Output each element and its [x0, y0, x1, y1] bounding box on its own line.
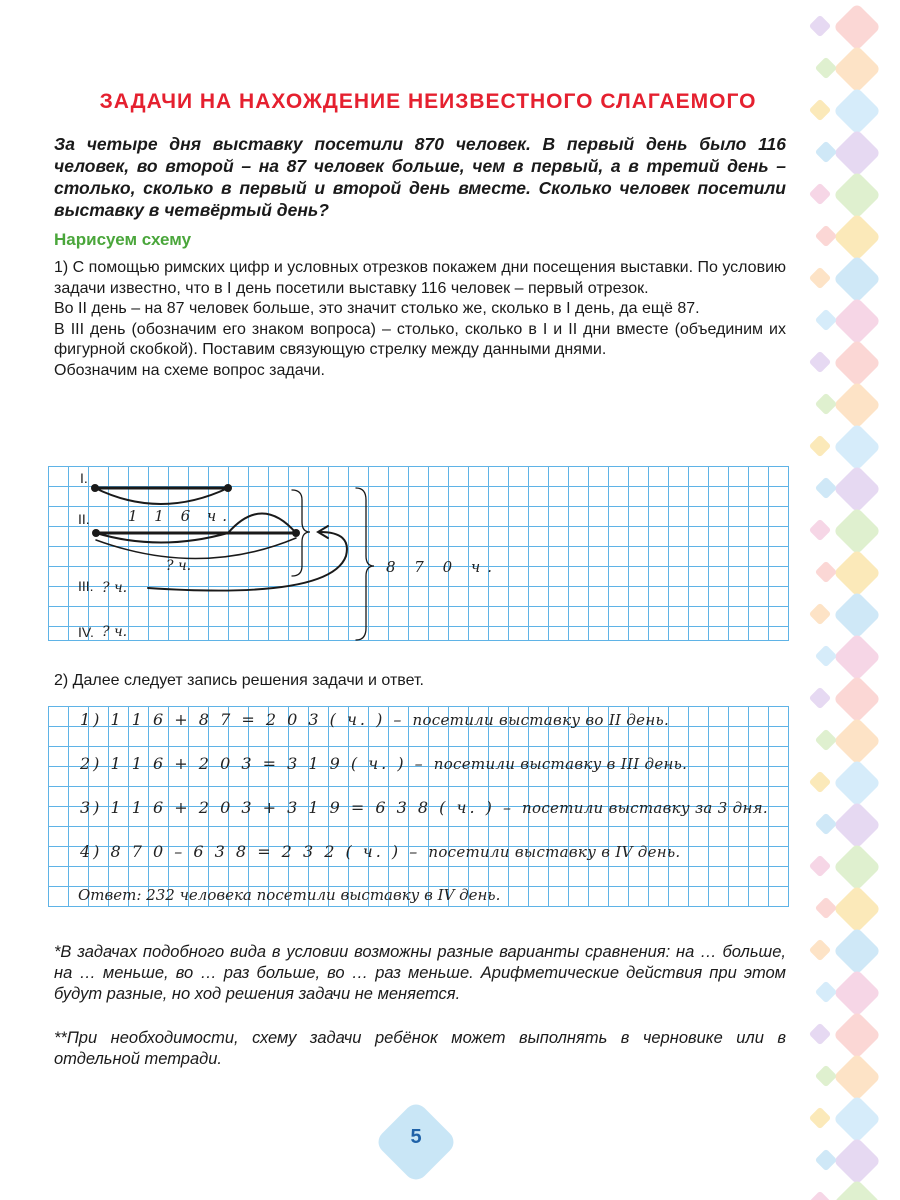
solution-text: посетили выставку во II день.	[412, 711, 670, 729]
day2-underline-arc	[96, 538, 296, 559]
day2-end-point	[292, 529, 300, 537]
solution-text: посетили выставку в IV день.	[428, 843, 681, 861]
day2-extra-value: ? ч.	[166, 558, 192, 574]
solution-expression: 4) 8 7 0 – 6 3 8 = 2 3 2 ( ч. ) –	[80, 842, 421, 861]
explanation-paragraph: 1) С помощью римских цифр и условных отрезков покажем дни посещения выставки. По условию задачи известно, что в I день посетили выставку 116 человек – первый отрезок.	[54, 259, 787, 297]
page-title: ЗАДАЧИ НА НАХОЖДЕНИЕ НЕИЗВЕСТНОГО СЛАГАЕМОГО	[99, 90, 757, 113]
day2-arc-87	[228, 514, 296, 534]
step2-text: 2) Далее следует запись решения задачи и ответ.	[54, 672, 424, 689]
day1-start-point	[91, 484, 99, 492]
explanation-paragraph: В III день (обозначим его знаком вопроса) – столько, сколько в I и II дни вместе (объединим их фигурной скобкой). Поставим связующую стрелку между данными днями.	[54, 320, 786, 358]
brace-total	[356, 488, 374, 640]
day-label-4: IV.	[78, 624, 94, 640]
solution-line-2	[80, 754, 687, 773]
day1-end-point	[224, 484, 232, 492]
explanation-paragraph: Во II день – на 87 человек больше, это значит столько же, сколько в I день, да ещё 87.	[54, 300, 700, 317]
task-statement: За четыре дня выставку посетили 870 человек. В первый день было 116 человек, во второй – на 87 человек больше, чем в первый, а в третий день – столько, сколько в первый и второй день вместе. Сколько человек посетили выставку в четвёртый день?	[54, 134, 786, 220]
solution-line-3	[80, 798, 768, 817]
solution-line-1	[80, 710, 669, 729]
explanation-paragraph: Обозначим на схеме вопрос задачи.	[54, 361, 325, 379]
footnote-2: **При необходимости, схему задачи ребёнок может выполнять в черновике или в отдельной тетради.	[54, 1029, 786, 1068]
solution-text: посетили выставку за 3 дня.	[522, 799, 768, 817]
day-label-3: III.	[78, 578, 94, 594]
day1-value: 1 1 6 ч.	[128, 507, 234, 525]
day3-arrow	[148, 532, 347, 591]
day-label-1: I.	[80, 470, 88, 486]
day4-value: ? ч.	[102, 624, 128, 640]
total-value: 8 7 0 ч.	[386, 558, 500, 576]
answer-text: Ответ: 232 человека посетили выставку в IV день.	[78, 886, 501, 904]
section-heading: Нарисуем схему	[54, 230, 192, 249]
solution-text: посетили выставку в III день.	[433, 755, 688, 773]
page-number: 5	[410, 1126, 422, 1148]
day1-arc	[95, 488, 228, 504]
solution-expression: 2) 1 1 6 + 2 0 3 = 3 1 9 ( ч. ) –	[80, 754, 426, 773]
solution-line-4	[80, 842, 681, 861]
day3-value: ? ч.	[102, 580, 128, 596]
solution-expression: 1) 1 1 6 + 8 7 = 2 0 3 ( ч. ) –	[80, 710, 405, 729]
solution-expression: 3) 1 1 6 + 2 0 3 + 3 1 9 = 6 3 8 ( ч. ) –	[80, 798, 514, 817]
day2-start-point	[92, 529, 100, 537]
footnote-1: *В задачах подобного вида в условии возможны разные варианты сравнения: на … больше, на … меньше, во … раз больше, во … раз меньше. Арифметические действия при этом будут разные, но ход решения задачи не меняется.	[54, 943, 786, 1003]
day-label-2: II.	[78, 511, 90, 527]
